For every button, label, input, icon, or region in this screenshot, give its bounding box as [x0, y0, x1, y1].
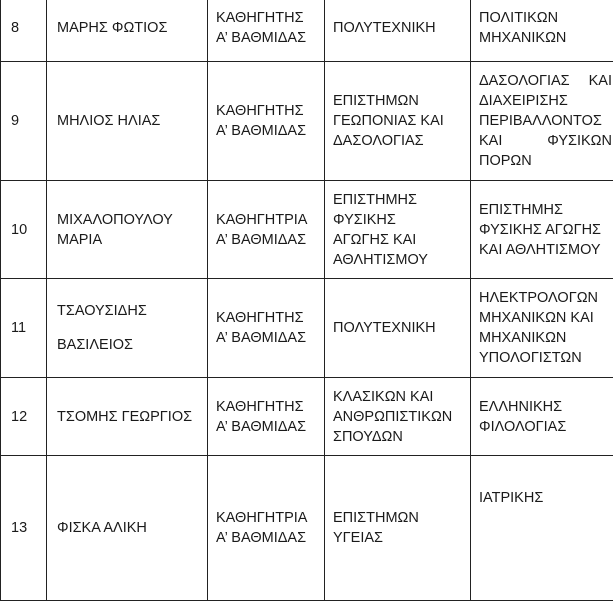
department-name: ΗΛΕΚΤΡΟΛΟΓΩΝ ΜΗΧΑΝΙΚΩΝ ΚΑΙ ΜΗΧΑΝΙΚΩΝ ΥΠΟΛΟΓΙΣΤΩΝ — [471, 279, 613, 378]
row-number: 13 — [1, 456, 47, 601]
professor-name: ΜΑΡΗΣ ΦΩΤΙΟΣ — [47, 0, 208, 62]
table-row — [1, 279, 613, 378]
school-name: ΠΟΛΥΤΕΧΝΙΚΗ — [325, 279, 471, 378]
department-name: ΠΟΛΙΤΙΚΩΝ ΜΗΧΑΝΙΚΩΝ — [471, 0, 613, 62]
school-name: ΕΠΙΣΤΗΜΗΣ ΦΥΣΙΚΗΣ ΑΓΩΓΗΣ ΚΑΙ ΑΘΛΗΤΙΣΜΟΥ — [325, 181, 471, 279]
professor-rank: ΚΑΘΗΓΗΤΗΣ Α’ ΒΑΘΜΙΔΑΣ — [208, 62, 325, 181]
professor-name: ΜΗΛΙΟΣ ΗΛΙΑΣ — [47, 62, 208, 181]
professor-name: ΜΙΧΑΛΟΠΟΥΛΟΥ ΜΑΡΙΑ — [47, 181, 208, 279]
table-row — [1, 62, 613, 181]
department-name: ΙΑΤΡΙΚΗΣ — [471, 456, 613, 601]
table-row — [1, 0, 613, 62]
table-row — [1, 181, 613, 279]
professor-name: ΤΣΑΟΥΣΙΔΗΣ ΒΑΣΙΛΕΙΟΣ — [47, 279, 208, 378]
professor-rank: ΚΑΘΗΓΗΤΡΙΑ Α’ ΒΑΘΜΙΔΑΣ — [208, 181, 325, 279]
school-name: ΕΠΙΣΤΗΜΩΝ ΥΓΕΙΑΣ — [325, 456, 471, 601]
professor-rank: ΚΑΘΗΓΗΤΡΙΑ Α’ ΒΑΘΜΙΔΑΣ — [208, 456, 325, 601]
school-name: ΚΛΑΣΙΚΩΝ ΚΑΙ ΑΝΘΡΩΠΙΣΤΙΚΩΝ ΣΠΟΥΔΩΝ — [325, 378, 471, 456]
professor-name: ΦΙΣΚΑ ΑΛΙΚΗ — [47, 456, 208, 601]
department-name: ΕΛΛΗΝΙΚΗΣ ΦΙΛΟΛΟΓΙΑΣ — [471, 378, 613, 456]
professor-rank: ΚΑΘΗΓΗΤΗΣ Α’ ΒΑΘΜΙΔΑΣ — [208, 0, 325, 62]
row-number: 8 — [1, 0, 47, 62]
school-name: ΠΟΛΥΤΕΧΝΙΚΗ — [325, 0, 471, 62]
professor-rank: ΚΑΘΗΓΗΤΗΣ Α’ ΒΑΘΜΙΔΑΣ — [208, 378, 325, 456]
department-name: ΕΠΙΣΤΗΜΗΣ ΦΥΣΙΚΗΣ ΑΓΩΓΗΣ ΚΑΙ ΑΘΛΗΤΙΣΜΟΥ — [471, 181, 613, 279]
school-name: ΕΠΙΣΤΗΜΩΝ ΓΕΩΠΟΝΙΑΣ ΚΑΙ ΔΑΣΟΛΟΓΙΑΣ — [325, 62, 471, 181]
professor-name: ΤΣΟΜΗΣ ΓΕΩΡΓΙΟΣ — [47, 378, 208, 456]
row-number: 12 — [1, 378, 47, 456]
row-number: 11 — [1, 279, 47, 378]
row-number: 9 — [1, 62, 47, 181]
department-name: ΔΑΣΟΛΟΓΙΑΣ ΚΑΙ ΔΙΑΧΕΙΡΙΣΗΣ ΠΕΡΙΒΑΛΛΟΝΤΟΣ ΚΑΙ ΦΥΣΙΚΩΝ ΠΟΡΩΝ — [471, 62, 613, 181]
row-number: 10 — [1, 181, 47, 279]
table-row — [1, 378, 613, 456]
table-row — [1, 456, 613, 601]
professor-rank: ΚΑΘΗΓΗΤΗΣ Α’ ΒΑΘΜΙΔΑΣ — [208, 279, 325, 378]
